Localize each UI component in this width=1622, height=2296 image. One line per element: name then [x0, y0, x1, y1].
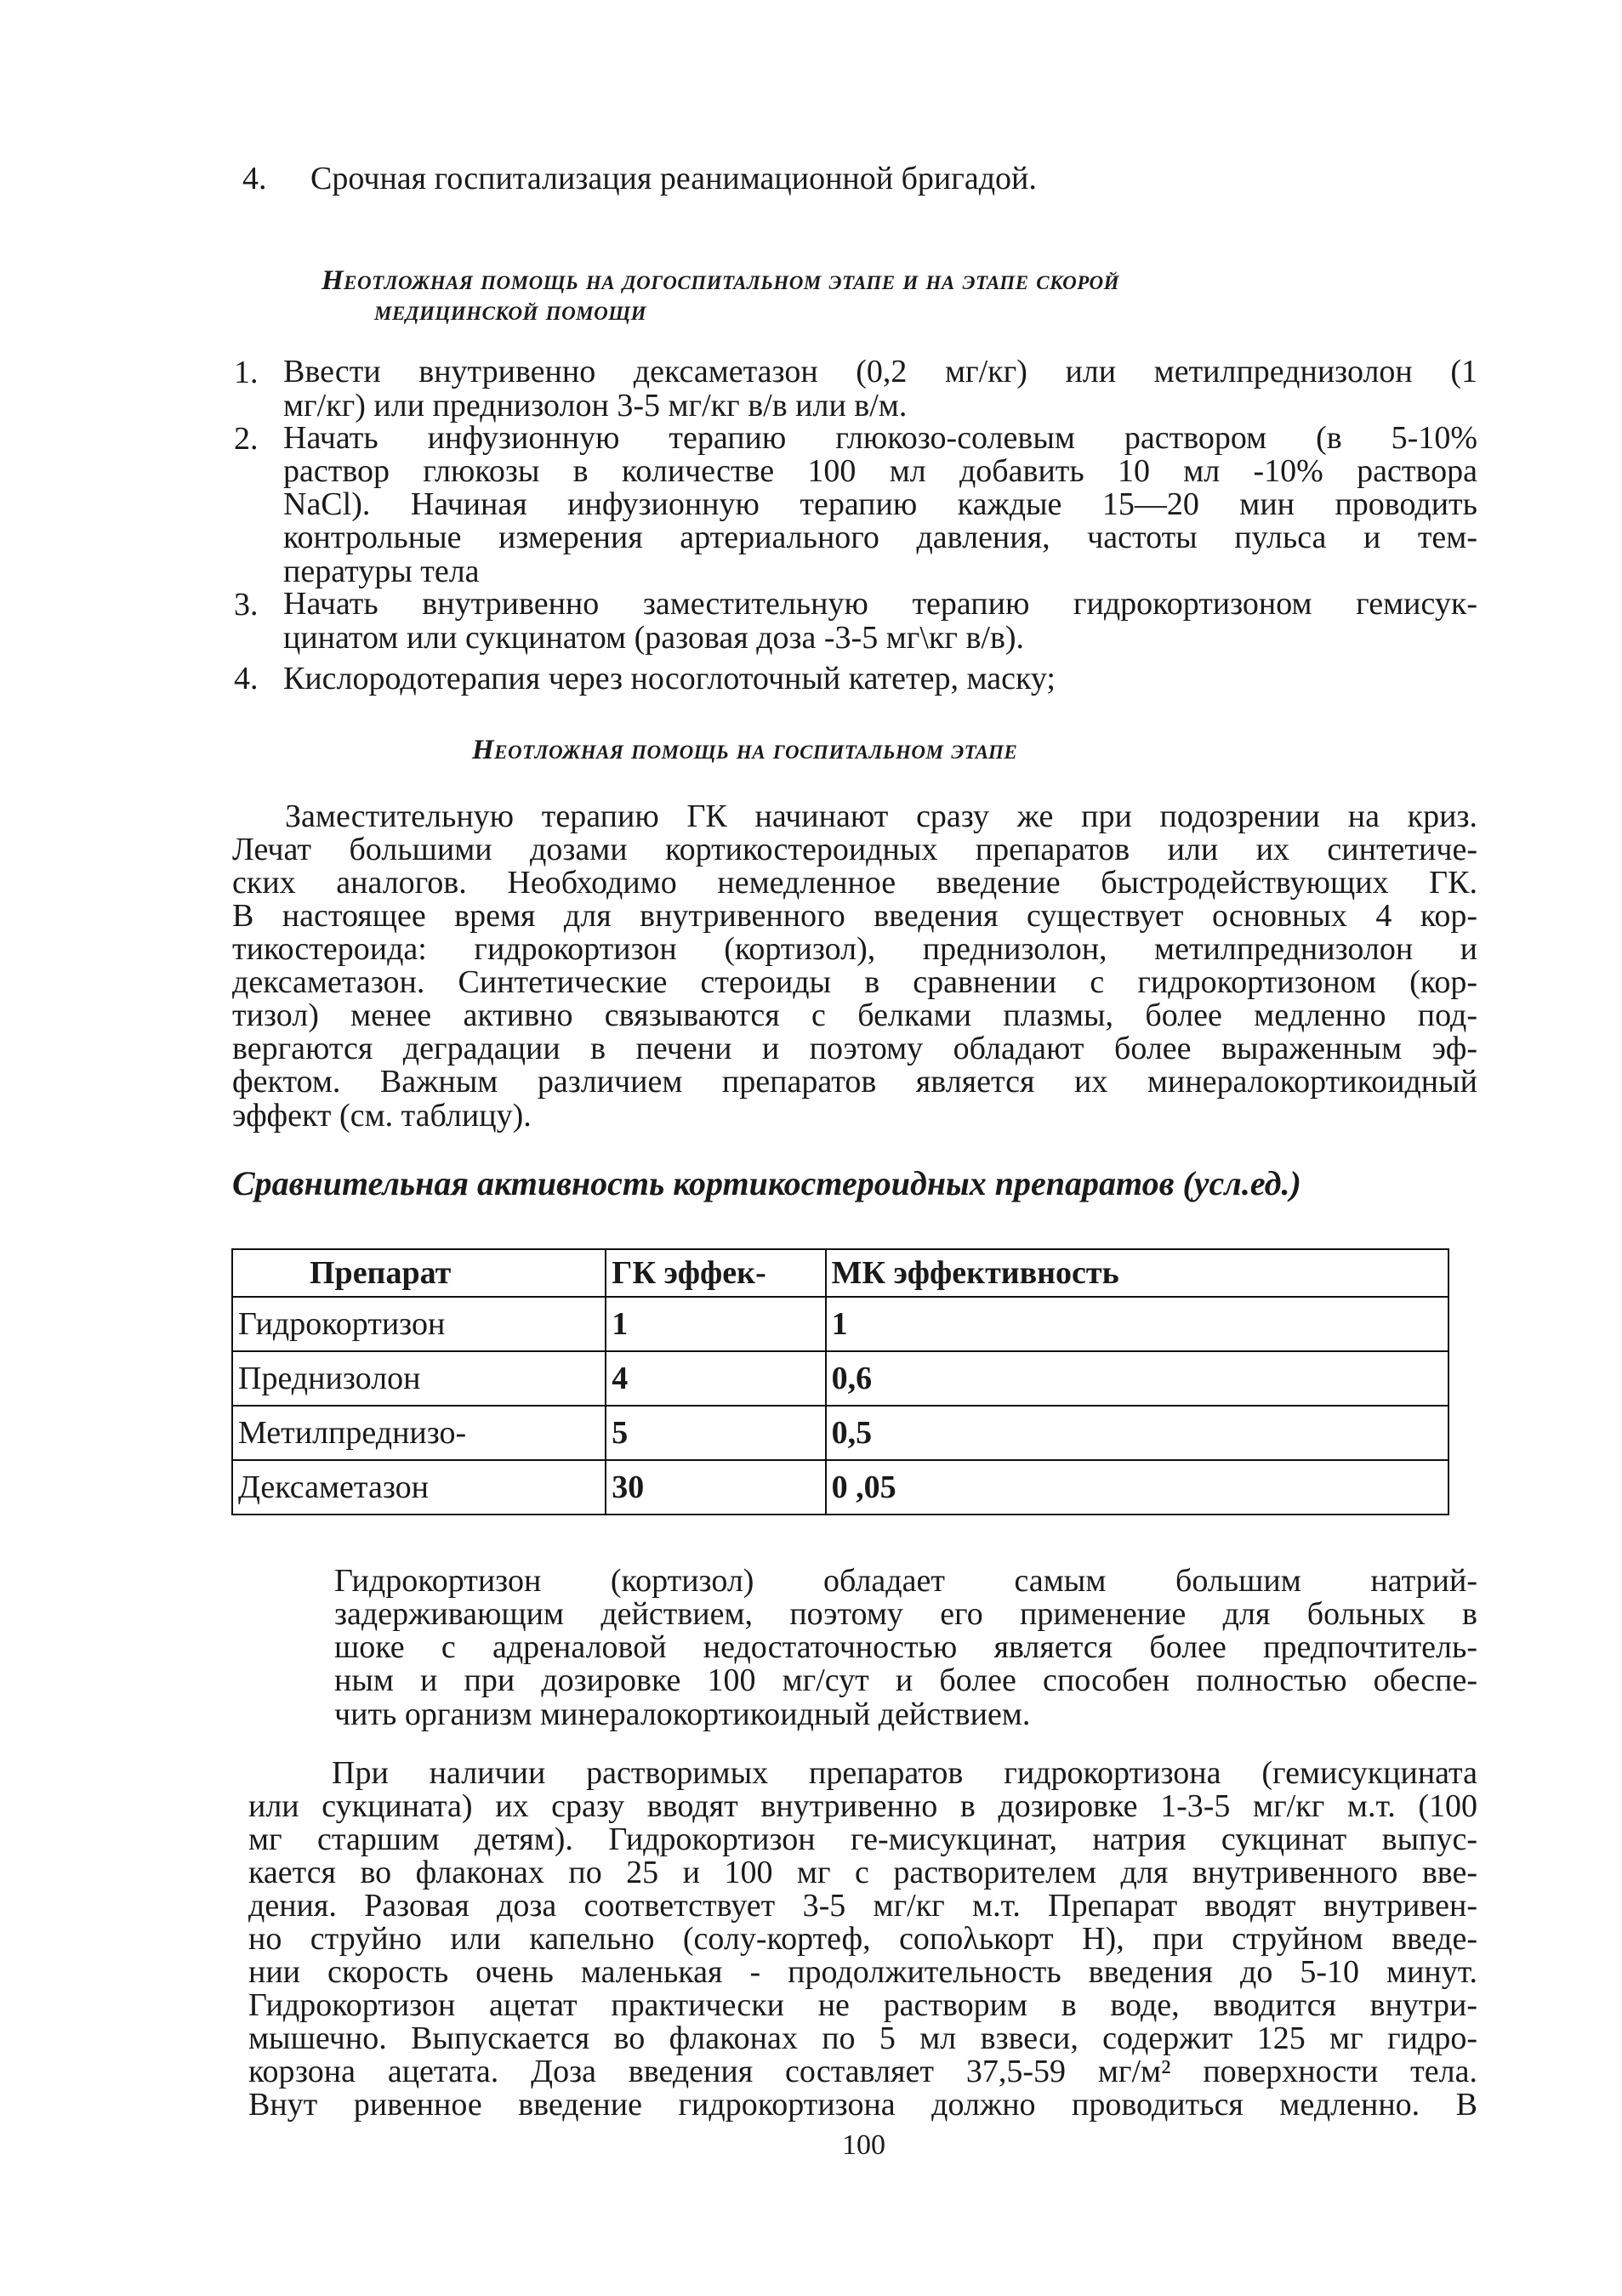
- paragraph-line: корзона ацетата. Доза введения составляет 37,5-59 мг/м² поверхности тела.: [248, 2054, 1477, 2089]
- list-item-number: 3.: [234, 587, 259, 622]
- paragraph-line: мг старшим детям). Гидрокортизон ге-мисукцинат, натрия сукцинат выпус-: [248, 1821, 1477, 1857]
- list-item-number: 1.: [234, 355, 259, 390]
- paragraph-line: Гидрокортизон (кортизол) обладает самым большим натрий-: [334, 1563, 1477, 1599]
- table-row: [232, 1460, 1448, 1515]
- table-cell: 0 ,05: [826, 1460, 1448, 1515]
- table-caption: Сравнительная активность кортикостероидных препаратов (усл.ед.): [232, 1164, 1301, 1202]
- table-cell: 0,6: [826, 1351, 1448, 1406]
- paragraph-line: или сукцината) их сразу вводят внутривенно в дозировке 1-3-5 мг/кг м.т. (100: [248, 1788, 1477, 1824]
- paragraph-line: Лечат большими дозами кортикостероидных препаратов или их синтетиче-: [232, 832, 1477, 867]
- list-item-number: 4.: [234, 661, 259, 696]
- table-cell: 0,5: [826, 1406, 1448, 1460]
- heading-prehospital-line1: Неотложная помощь на догоспитальном этапе и на этапе скорой: [322, 265, 1120, 296]
- corticosteroid-table: [231, 1248, 1449, 1515]
- list-item-line: Начать внутривенно заместительную терапию гидрокортизоном гемисук-: [283, 586, 1477, 622]
- paragraph-line: В настоящее время для внутривенного введения существует основных 4 кор-: [232, 898, 1477, 934]
- table-header-row: [232, 1249, 1448, 1297]
- table-cell: 1: [606, 1297, 825, 1351]
- table-cell: Преднизолон: [232, 1351, 606, 1406]
- paragraph-line: мышечно. Выпускается во флаконах по 5 мл взвеси, содержит 125 мг гидро-: [248, 2020, 1477, 2056]
- table-row: [232, 1351, 1448, 1406]
- list-item-line: Ввести внутривенно дексаметазон (0,2 мг/кг) или метилпреднизолон (1: [283, 354, 1477, 389]
- paragraph-line: шоке с адреналовой недостаточностью является более предпочтитель-: [334, 1629, 1477, 1665]
- list-item-number: 2.: [234, 421, 259, 457]
- paragraph-line: кается во флаконах по 25 и 100 мг с растворителем для внутривенного вве-: [248, 1855, 1477, 1890]
- heading-hospital: Неотложная помощь на госпитальном этапе: [472, 735, 1018, 765]
- column-header: ГК эффек-: [606, 1249, 825, 1297]
- page-number: 100: [842, 2129, 885, 2161]
- top-item-number: 4.: [242, 161, 267, 196]
- table-cell: 1: [826, 1297, 1448, 1351]
- column-header: Препарат: [232, 1249, 606, 1297]
- table-cell: 4: [606, 1351, 825, 1406]
- paragraph-line: ным и при дозировке 100 мг/сут и более способен полностью обеспе-: [334, 1662, 1477, 1698]
- list-item-line: Начать инфузионную терапию глюкозо-солевым раствором (в 5-10%: [283, 420, 1477, 456]
- paragraph-line: ских аналогов. Необходимо немедленное введение быстродействующих ГК.: [232, 865, 1477, 901]
- list-item-line: контрольные измерения артериального давления, частоты пульса и тем-: [283, 520, 1477, 555]
- paragraph-line: дексаметазон. Синтетические стероиды в сравнении с гидрокортизоном (кор-: [232, 964, 1477, 1000]
- table-cell: Метилпреднизо-: [232, 1406, 606, 1460]
- paragraph-line: Заместительную терапию ГК начинают сразу же при подозрении на криз.: [285, 798, 1477, 834]
- paragraph-line: тикостероида: гидрокортизон (кортизол), преднизолон, метилпреднизолон и: [232, 931, 1477, 967]
- paragraph-line: но струйно или капельно (солу-кортеф, сопολькорт Н), при струйном введе-: [248, 1921, 1477, 1957]
- table-row: [232, 1297, 1448, 1351]
- table-cell: 30: [606, 1460, 825, 1515]
- paragraph-line: эффект (см. таблицу).: [232, 1098, 532, 1134]
- list-item-line: пературы тела: [283, 554, 480, 589]
- paragraph-line: чить организм минералокортикоидный действием.: [334, 1696, 1031, 1732]
- paragraph-line: фектом. Важным различием препаратов является их минералокортикоидный: [232, 1064, 1477, 1100]
- list-item-line: мг/кг) или преднизолон 3-5 мг/кг в/в или в/м.: [283, 388, 908, 423]
- list-item-line: цинатом или сукцинатом (разовая доза -3-5 мг\кг в/в).: [283, 620, 1025, 656]
- paragraph-line: Гидрокортизон ацетат практически не растворим в воде, вводится внутри-: [248, 1987, 1477, 2023]
- paragraph-line: дения. Разовая доза соответствует 3-5 мг/кг м.т. Препарат вводят внутривен-: [248, 1888, 1477, 1924]
- table-cell: Дексаметазон: [232, 1460, 606, 1515]
- table-cell: 5: [606, 1406, 825, 1460]
- column-header: МК эффективность: [826, 1249, 1448, 1297]
- heading-prehospital-line2: медицинской помощи: [374, 296, 647, 327]
- list-item-line: Кислородотерапия через носоглоточный катетер, маску;: [283, 661, 1056, 696]
- paragraph-line: Внут ривенное введение гидрокортизона должно проводиться медленно. В: [248, 2087, 1477, 2123]
- list-item-line: раствор глюкозы в количестве 100 мл добавить 10 мл -10% раствора: [283, 453, 1477, 489]
- table-row: [232, 1406, 1448, 1460]
- paragraph-line: При наличии растворимых препаратов гидрокортизона (гемисукцината: [332, 1755, 1477, 1791]
- paragraph-line: вергаются деградации в печени и поэтому обладают более выраженным эф-: [232, 1031, 1477, 1066]
- top-item-text: Срочная госпитализация реанимационной бригадой.: [310, 161, 1037, 196]
- paragraph-line: тизол) менее активно связываются с белками плазмы, более медленно под-: [232, 997, 1477, 1033]
- paragraph-line: нии скорость очень маленькая - продолжительность введения до 5-10 минут.: [248, 1954, 1477, 1990]
- list-item-line: NaCl). Начиная инфузионную терапию каждые 15—20 мин проводить: [283, 486, 1477, 522]
- table-cell: Гидрокортизон: [232, 1297, 606, 1351]
- paragraph-line: задерживающим действием, поэтому его применение для больных в: [334, 1596, 1477, 1632]
